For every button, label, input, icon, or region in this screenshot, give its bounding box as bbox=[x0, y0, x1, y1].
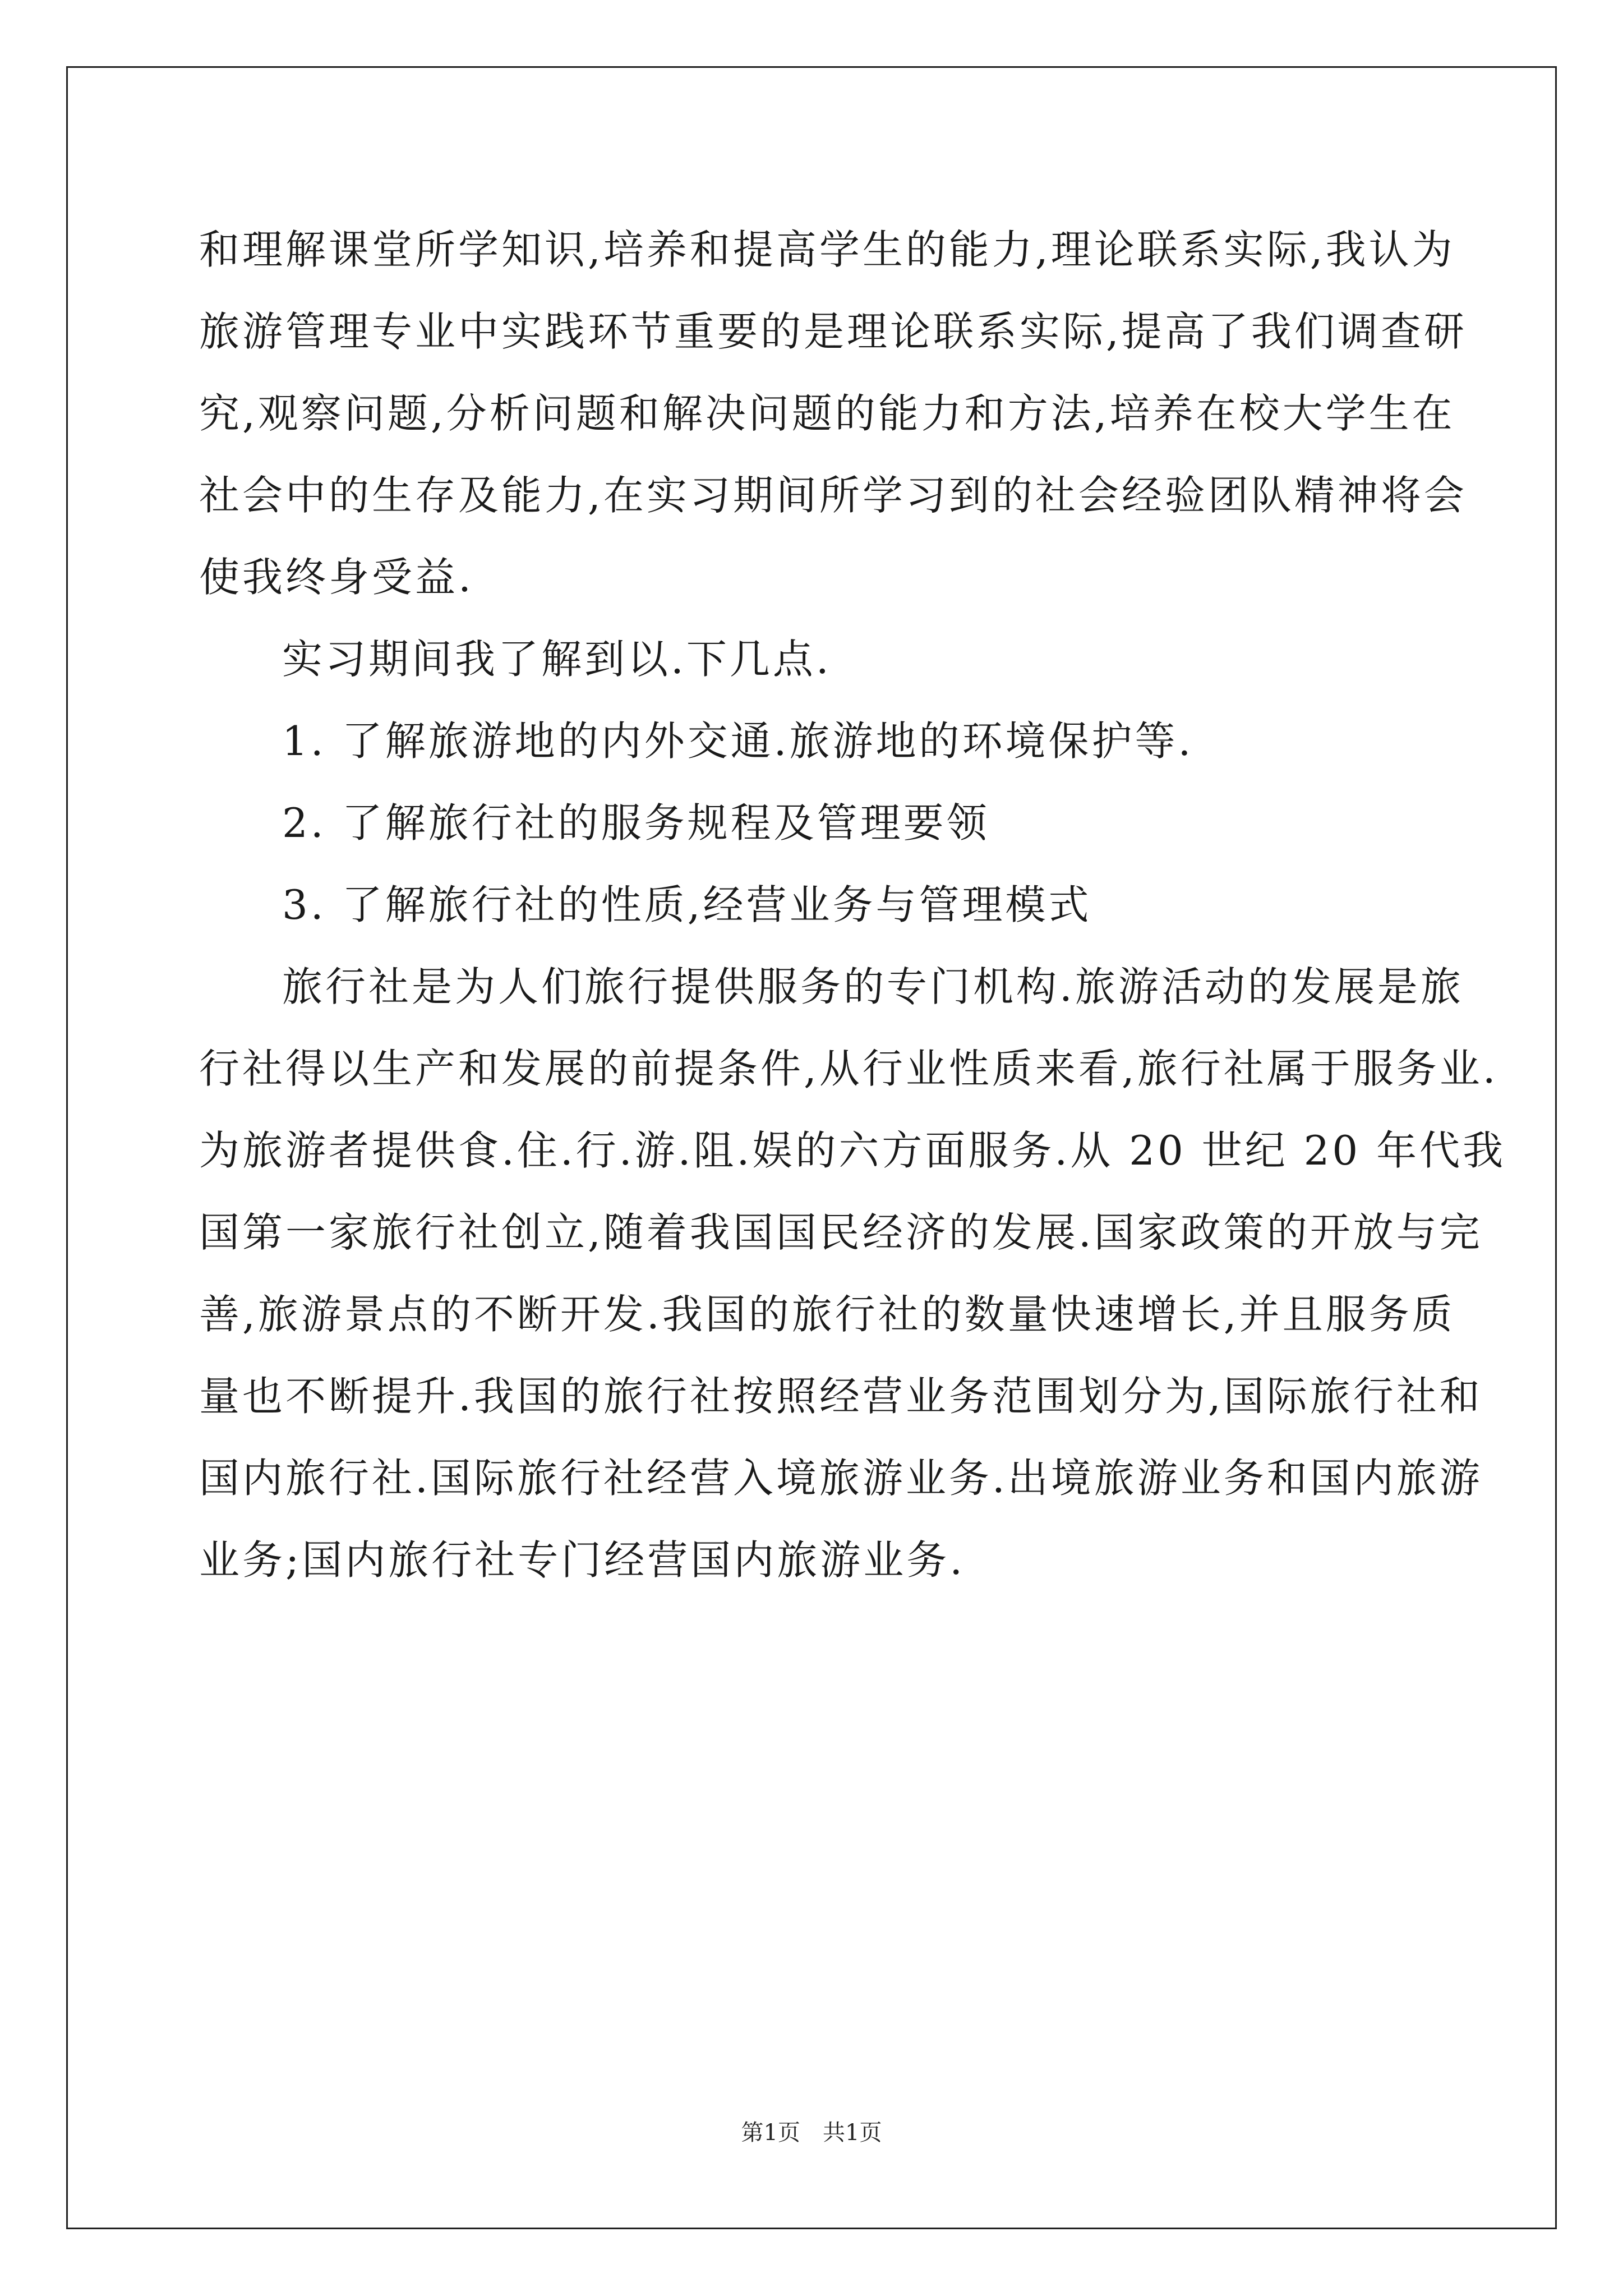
page-number: 第1页 bbox=[741, 2120, 800, 2146]
text-line: 社会中的生存及能力,在实习期间所学习到的社会经验团队精神将会 bbox=[199, 472, 1467, 519]
text-line: 实习期间我了解到以.下几点. bbox=[282, 636, 832, 683]
text-line: 旅游管理专业中实践环节重要的是理论联系实际,提高了我们调查研 bbox=[199, 308, 1467, 355]
text-line: 究,观察问题,分析问题和解决问题的能力和方法,培养在校大学生在 bbox=[199, 390, 1455, 437]
text-line: 使我终身受益. bbox=[199, 554, 474, 601]
list-item: 2. 了解旅行社的服务规程及管理要领 bbox=[282, 799, 990, 846]
text-line: 业务;国内旅行社专门经营国内旅游业务. bbox=[199, 1536, 966, 1584]
text-line: 国第一家旅行社创立,随着我国国民经济的发展.国家政策的开放与完 bbox=[199, 1209, 1483, 1256]
text-line: 国内旅行社.国际旅行社经营入境旅游业务.出境旅游业务和国内旅游 bbox=[199, 1455, 1483, 1502]
list-item: 3. 了解旅行社的性质,经营业务与管理模式 bbox=[282, 881, 1092, 928]
text-line: 为旅游者提供食.住.行.游.阻.娱的六方面服务.从 20 世纪 20 年代我 bbox=[199, 1127, 1506, 1174]
text-line: 行社得以生产和发展的前提条件,从行业性质来看,旅行社属于服务业. bbox=[199, 1045, 1498, 1092]
text-line: 善,旅游景点的不断开发.我国的旅行社的数量快速增长,并且服务质 bbox=[199, 1291, 1455, 1338]
page-footer bbox=[0, 2115, 1623, 2147]
text-line: 旅行社是为人们旅行提供服务的专门机构.旅游活动的发展是旅 bbox=[282, 963, 1464, 1010]
text-line: 和理解课堂所学知识,培养和提高学生的能力,理论联系实际,我认为 bbox=[199, 226, 1455, 273]
list-item: 1. 了解旅游地的内外交通.旅游地的环境保护等. bbox=[282, 717, 1194, 765]
document-body bbox=[199, 209, 1506, 1601]
page-total: 共1页 bbox=[823, 2120, 882, 2146]
text-line: 量也不断提升.我国的旅行社按照经营业务范围划分为,国际旅行社和 bbox=[199, 1373, 1483, 1420]
